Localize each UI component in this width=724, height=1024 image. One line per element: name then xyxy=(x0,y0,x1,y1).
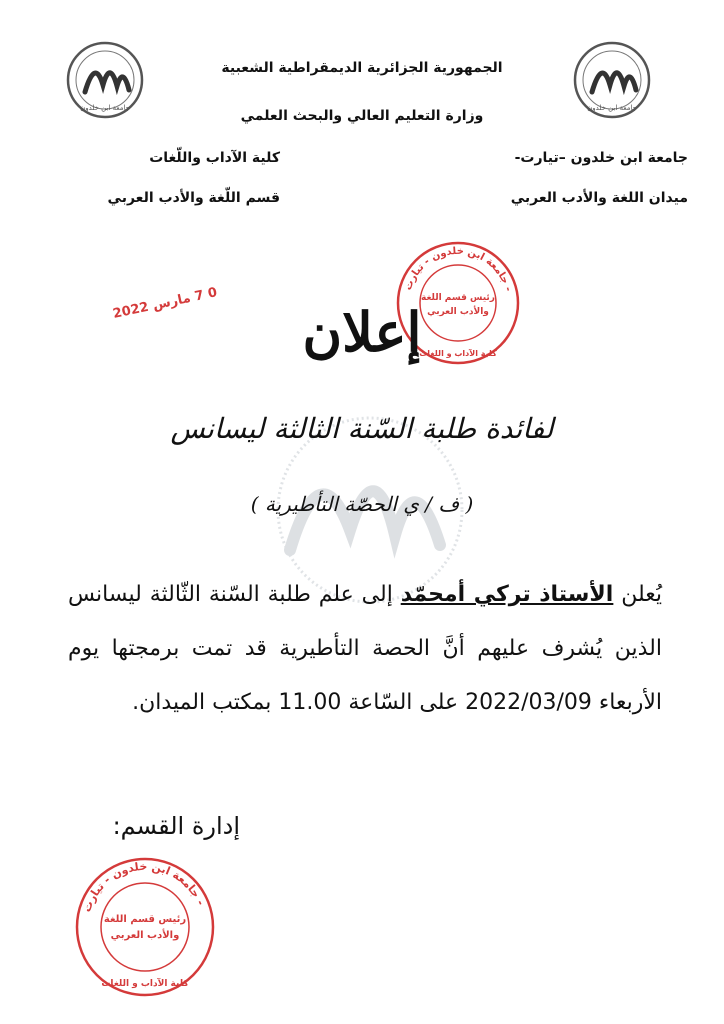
announcement-subtitle: لفائدة طلبة السّنة الثالثة ليسانس xyxy=(170,412,554,445)
svg-text:جامعة ابن خلدون - تيارت -: جامعة ابن خلدون - تيارت - xyxy=(80,859,208,914)
signature-label: إدارة القسم: xyxy=(112,812,240,840)
university-logo-left xyxy=(55,40,155,120)
body-text-start: يُعلن xyxy=(613,582,663,607)
date-stamp: 0 7 مارس 2022 xyxy=(111,285,219,322)
svg-text:جامعة ابن خلدون: جامعة ابن خلدون xyxy=(587,104,637,112)
university-name: جامعة ابن خلدون –تيارت- xyxy=(514,150,688,166)
svg-text:جامعة ابن خلدون: جامعة ابن خلدون xyxy=(80,104,130,112)
university-logo-right xyxy=(562,40,662,120)
svg-text:كلية الآداب و اللغات: كلية الآداب و اللغات xyxy=(101,979,189,989)
ministry-header: وزارة التعليم العالي والبحث العلمي xyxy=(240,108,484,124)
department-name: قسم اللّغة والأدب العربي xyxy=(107,190,280,206)
announcement-body xyxy=(68,568,662,730)
announcement-subtitle-2: ( ف / ي الحصّة التأطيرية ) xyxy=(250,492,474,516)
svg-text:رئيس قسم اللغة: رئيس قسم اللغة xyxy=(103,914,187,925)
announcement-title: إعلان xyxy=(302,300,422,364)
field-name: ميدان اللغة والأدب العربي xyxy=(510,190,688,206)
svg-text:والأدب العربي: والأدب العربي xyxy=(427,307,489,317)
svg-text:كلية الآداب و اللغات: كلية الآداب و اللغات xyxy=(419,349,497,358)
official-stamp-bottom xyxy=(70,852,220,1006)
republic-header: الجمهورية الجزائرية الديمقراطية الشعبية xyxy=(221,60,503,76)
body-text-rest: إلى علم طلبة السّنة الثّالثة ليسانس الذين يُشرف عليهم أنَّ الحصة التأطيرية قد تمت برمجتها يوم الأربعاء 2022/03/09 على السّاعة 11.00 بمكتب الميدان. xyxy=(68,582,662,715)
professor-name: الأستاذ تركي أمحمّد xyxy=(400,582,614,607)
svg-text:جامعة ابن خلدون - تيارت -: جامعة ابن خلدون - تيارت - xyxy=(402,245,514,293)
svg-text:رئيس قسم اللغة: رئيس قسم اللغة xyxy=(420,293,496,303)
faculty-name: كلية الآداب واللّغات xyxy=(149,150,280,166)
svg-text:والأدب العربي: والأدب العربي xyxy=(110,930,180,941)
